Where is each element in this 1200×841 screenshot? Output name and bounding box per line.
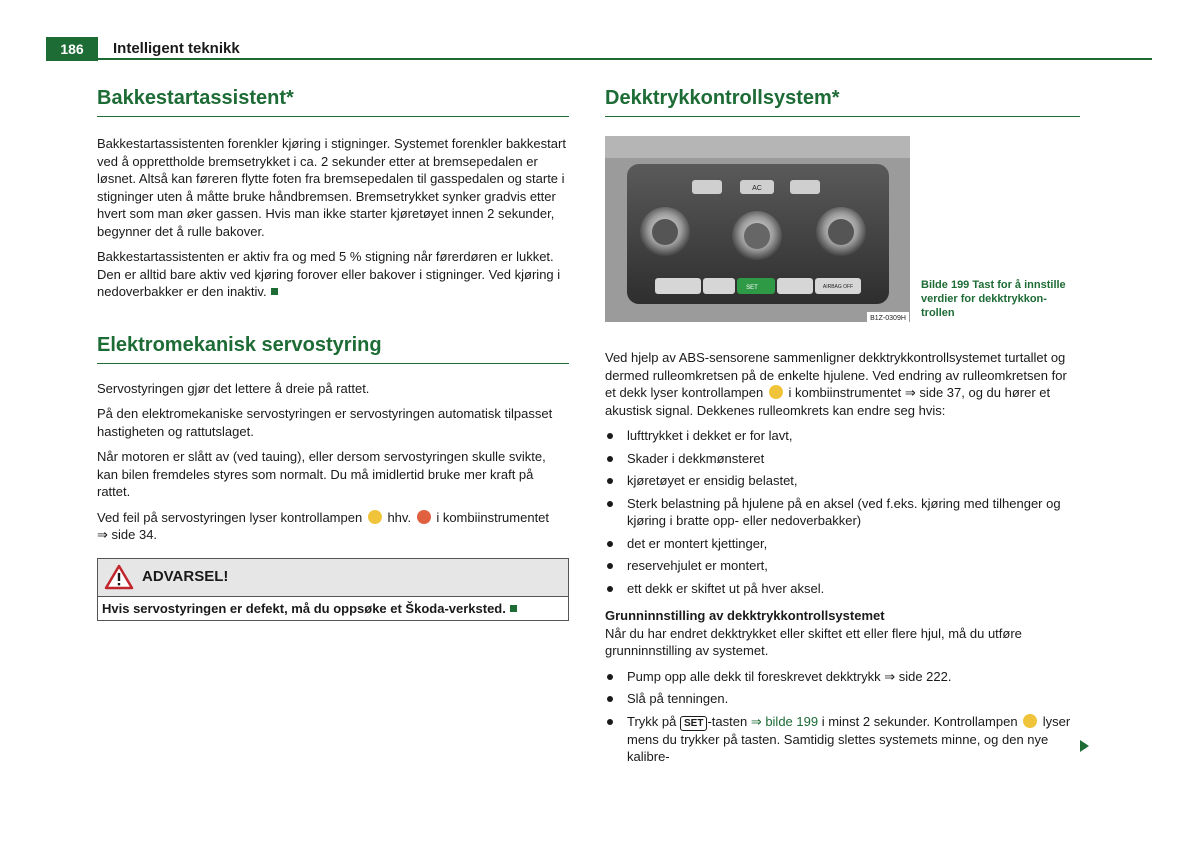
heading-dekktrykk: Dekktrykkontrollsystem* [605,84,1080,117]
figure-link[interactable]: ⇒ bilde 199 [750,713,819,729]
paragraph: Servostyringen gjør det lettere å dreie på rattet. [97,380,370,396]
steering-warning-lamp-icon [368,510,382,524]
right-column [605,84,1080,117]
tyre-pressure-lamp-icon [1023,714,1037,728]
airbag-button-label: AIRBAG OFF [822,284,854,290]
left-column [97,84,569,621]
figure-climate-panel [605,136,910,322]
ac-button-label: AC [752,185,762,192]
subheading: Grunninnstilling av dekktrykkontrollsystemet [605,608,885,623]
list-item: kjøretøyet er ensidig belastet, [605,472,1080,490]
figure-caption: Bilde 199 Tast for å innstille verdier for dekktrykkontrollen [921,279,1066,319]
paragraph: Ved feil på servostyringen lyser kontrollampen hhv. i kombiinstrumentet ⇒ side 34. [97,509,550,542]
list-item: lufttrykket i dekket er for lavt, [605,427,1080,445]
cause-list [605,427,1080,597]
paragraph: Bakkestartassistenten forenkler kjøring i stigninger. Systemet forenkler bakkestart ved å opprettholde bremsetrykket i ca. 2 sekunder etter at bremsepedalen er løsnet. Altså kan føreren flytte foten fra bremsepedalen til gasspedalen og starte i stigninger uten å måtte bruke håndbremsen. Bremsetrykket synker gradvis etter hvert som man øker gassen. Hvis man ikke starter kjøretøyet innen 2 sekunder, begynner det å rulle bakover. [97,136,566,239]
warning-triangle-icon [104,564,134,590]
next-page-arrow-icon [1080,740,1089,752]
set-button-label: SET [746,285,758,291]
end-marker-icon [510,605,517,612]
steering-fault-lamp-icon [417,510,431,524]
paragraph: På den elektromekaniske servostyringen er servostyringen automatisk tilpasset hastigheten og rattutslaget. [97,406,553,439]
paragraph: Ved hjelp av ABS-sensorene sammenligner dekktrykkontrollsystemet turtallet og dermed rulleomkretsen på de enkelte hjulene. Ved endring av rulleomkretsen for et dekk lyser kontrollampen i kombiinstrumentet ⇒ side 37, og du hører et akustisk signal. Dekkenes rulleomkrets kan endre seg hvis: [605,350,1067,418]
paragraph: Bakkestartassistenten er aktiv fra og med 5 % stigning når førerdøren er lukket. Den er alltid bare aktiv ved kjøring forover eller bakover i stigninger. Ved kjøring i nedoverbakker er den inaktiv. [97,249,561,299]
set-key-icon: SET [680,716,707,731]
list-item: Pump opp alle dekk til foreskrevet dekktrykk ⇒ side 222. [605,668,1080,686]
list-item: ett dekk er skiftet ut på hver aksel. [605,580,1080,598]
warning-text: Hvis servostyringen er defekt, må du oppsøke et Škoda-verksted. [98,597,568,621]
list-item: reservehjulet er montert, [605,557,1080,575]
page-number: 186 [46,37,98,61]
figure-code: B1Z-0309H [870,315,906,322]
climate-panel-illustration [605,136,910,322]
tyre-pressure-lamp-icon [769,385,783,399]
step-list [605,668,1080,766]
list-item: Slå på tenningen. [605,690,1080,708]
section-title: Intelligent teknikk [113,40,240,57]
list-item: Skader i dekkmønsteret [605,450,1080,468]
warning-box [97,558,569,622]
paragraph: Når du har endret dekktrykket eller skiftet ett eller flere hjul, må du utføre grunninnstilling av systemet. [605,625,1022,658]
paragraph: Når motoren er slått av (ved tauing), eller dersom servostyringen skulle svikte, kan bilen fremdeles styres som normalt. Du må imidlertid bruke mer kraft på rattet. [97,449,546,499]
list-item: Sterk belastning på hjulene på en aksel (ved f.eks. kjøring med tilhenger og kjøring i bratte opp- eller nedoverbakker) [605,495,1080,530]
header-rule [98,58,1152,60]
warning-title: ADVARSEL! [142,568,229,586]
end-marker-icon [271,288,278,295]
heading-bakkestart: Bakkestartassistent* [97,84,569,117]
right-column-body [605,349,1080,774]
list-item: det er montert kjettinger, [605,535,1080,553]
heading-servostyring: Elektromekanisk servostyring [97,331,569,364]
list-item: Trykk på SET -tasten ⇒ bilde 199 i minst 2 sekunder. Kontrollampen lyser mens du trykker på tasten. Samtidig slettes systemets minne, og den nye kalibre- [605,713,1080,766]
page-header [46,37,1152,61]
